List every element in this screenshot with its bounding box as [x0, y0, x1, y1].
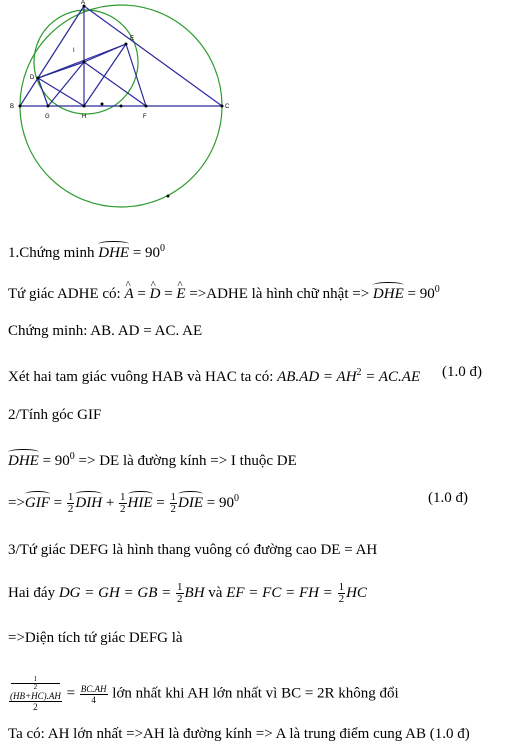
score-1: (1.0 đ) [442, 364, 482, 380]
line-6: DHE = $90^0$ => DE là đường kính => I thuộc DE [8, 451, 297, 469]
line-1: 1.Chứng minh DHE = $90^0$ [8, 243, 166, 261]
label-i: I [73, 48, 75, 54]
label-d: D [30, 75, 35, 81]
line-11: 1 2 (HB+HC).AH 2 = $\frac{BC.AH}{4}$ lớn nhất khi AH lớn nhất vì BC = 2R không đổi [10, 675, 399, 712]
line-9: Hai đáy DG = GH = GB = $\frac{1}{2}$ BH và EF = FC = FH = $\frac{1}{2}$ HC [8, 581, 367, 605]
label-g: G [45, 114, 50, 120]
label-h: H [82, 114, 87, 120]
score-2: (1.0 đ) [428, 490, 468, 506]
line-10: =>Diện tích tứ giác DEFG là [8, 630, 183, 646]
label-e: E [130, 36, 135, 42]
label-f: F [143, 114, 147, 120]
line-12: Ta có: AH lớn nhất =>AH là đường kính => A là trung điểm cung AB (1.0 đ) [8, 726, 470, 742]
line-2: Tứ giác ADHE có: ^ A = ^ D = ^ E =>ADHE là hình chữ nhật => DHE = $90^0$ [8, 281, 440, 303]
line-5: 2/Tính góc GIF [8, 407, 102, 423]
line-4: Xét hai tam giác vuông HAB và HAC ta có: $AB.AD = AH^2 = AC.AE$ [8, 367, 421, 385]
line-7: =>GIF = $\frac{1}{2}$ DIH + $\frac{1}{2}$ HIE = $\frac{1}{2}$ DIE = $90^0$ [8, 491, 239, 516]
label-c: C [225, 104, 230, 110]
line-3: Chứng minh: AB. AD = AC. AE [8, 323, 203, 339]
label-a: A [81, 0, 86, 6]
circle-dhe [34, 10, 138, 114]
geometry-figure [0, 0, 260, 215]
label-b: B [10, 104, 15, 110]
line-8: 3/Tứ giác DEFG là hình thang vuông có đường cao DE = AH [8, 542, 378, 558]
